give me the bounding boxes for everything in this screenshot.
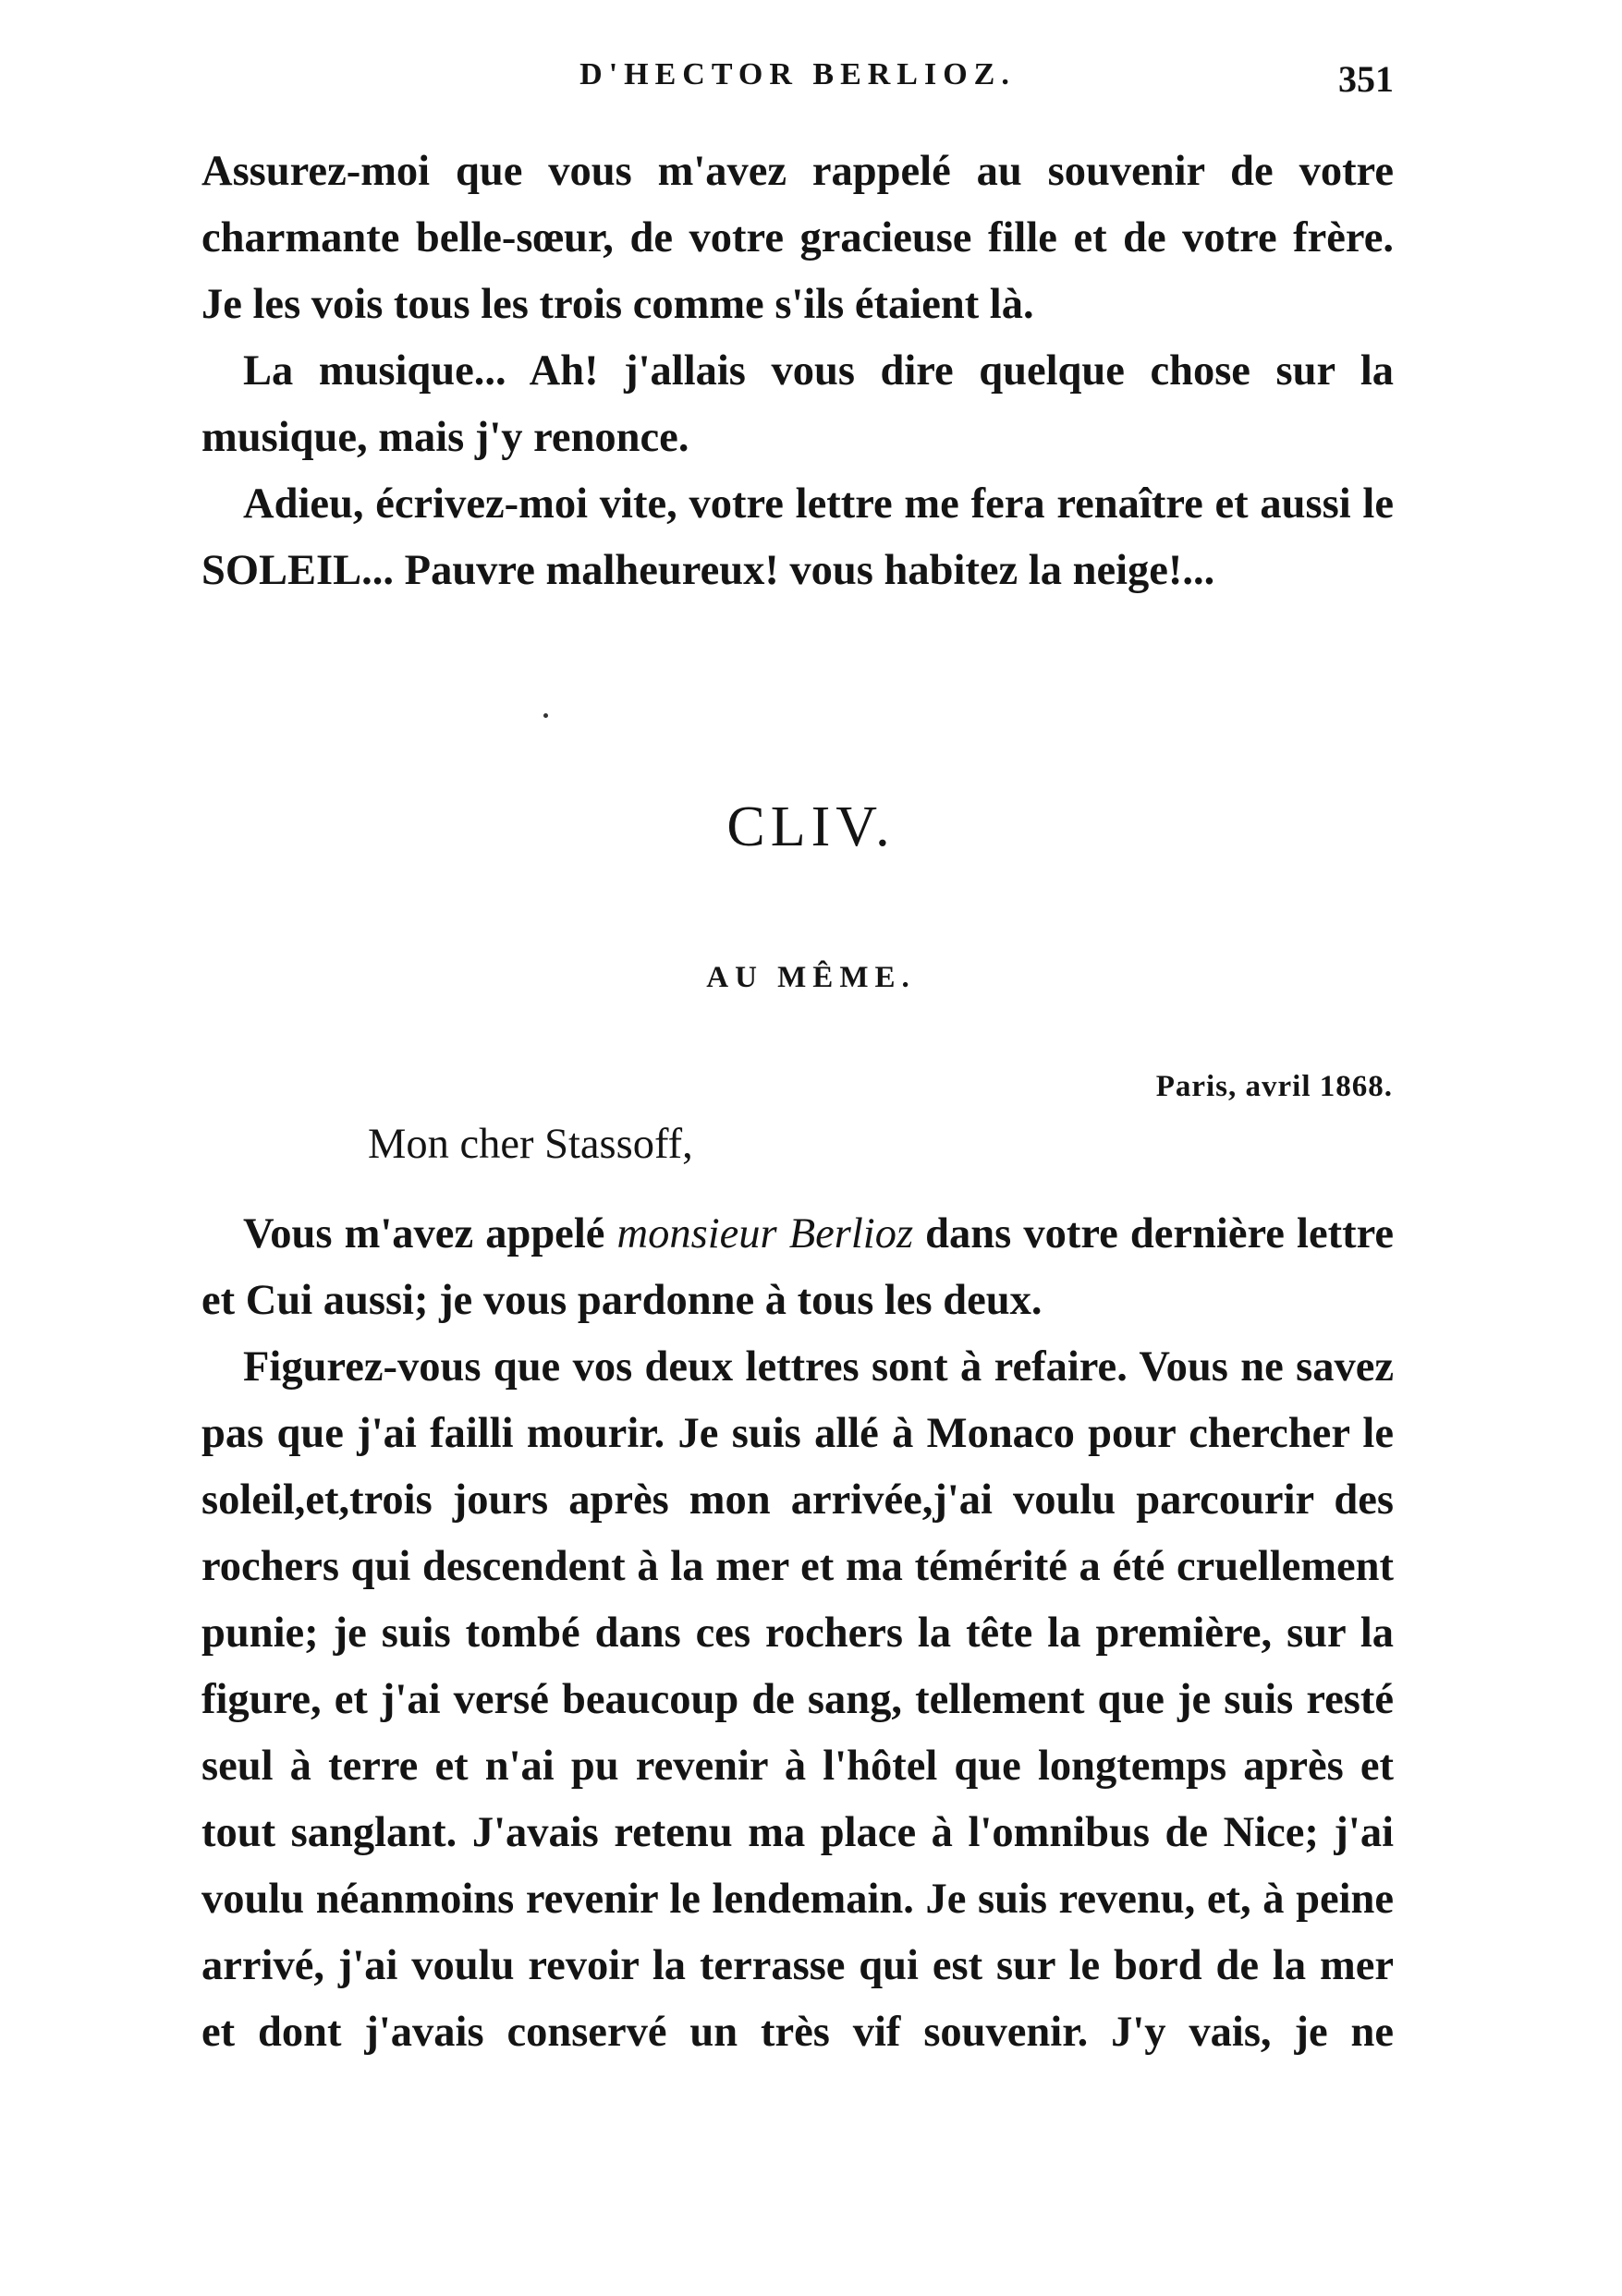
recipient-heading: AU MÊME.: [706, 961, 916, 994]
dateline: Paris, avril 1868.: [1155, 1070, 1393, 1103]
salutation: Mon cher Stassoff,: [368, 1121, 693, 1168]
paragraph: La musique... Ah! j'allais vous dire quelque chose sur la musique, mais j'y renonce.: [201, 347, 1394, 461]
print-speck: [543, 713, 548, 718]
text-run: Vous m'avez appelé: [243, 1210, 617, 1257]
paragraph: Assurez-moi que vous m'avez rappelé au souvenir de votre charmante belle-sœur, de votre gracieuse fille et de votre frère. Je les vois tous les trois comme s'ils étaient là.: [201, 148, 1394, 328]
running-title: D'HECTOR BERLIOZ.: [579, 57, 1016, 91]
letter-number: CLIV.: [726, 796, 896, 858]
paragraph: Figurez-vous que vos deux lettres sont à refaire. Vous ne savez pas que j'ai failli mourir. Je suis allé à Monaco pour chercher le soleil,et,trois jours après mon arrivée,j'ai voulu parcourir des rochers qui descendent à la mer et ma témérité a été cruellement punie; je suis tombé dans ces rochers la tête la première, sur la figure, et j'ai versé beaucoup de sang, tellement que je suis resté seul à terre et n'ai pu revenir à l'hôtel que longtemps après et tout sanglant. J'avais retenu ma place à l'omnibus de Nice; j'ai voulu néanmoins revenir le lendemain. Je suis revenu, et, à peine arrivé, j'ai voulu revoir la terrasse qui est sur le bord de la mer et dont j'avais conservé un très vif souvenir. J'y vais, je ne: [201, 1343, 1394, 2056]
letter-body: [201, 1201, 1394, 2066]
page-number: 351: [1338, 58, 1394, 100]
paragraph: [201, 1201, 1394, 1334]
running-head: [201, 57, 1394, 113]
previous-letter-ending: [201, 139, 1394, 604]
paragraph: Adieu, écrivez-moi vite, votre lettre me fera renaître et aussi le SOLEIL... Pauvre malheureux! vous habitez la neige!...: [201, 480, 1394, 594]
text-run: dans votre dernière lettre et Cui aussi; je vous pardonne à tous les deux.: [201, 1210, 1395, 1324]
italic-text: monsieur Berlioz: [616, 1210, 914, 1257]
